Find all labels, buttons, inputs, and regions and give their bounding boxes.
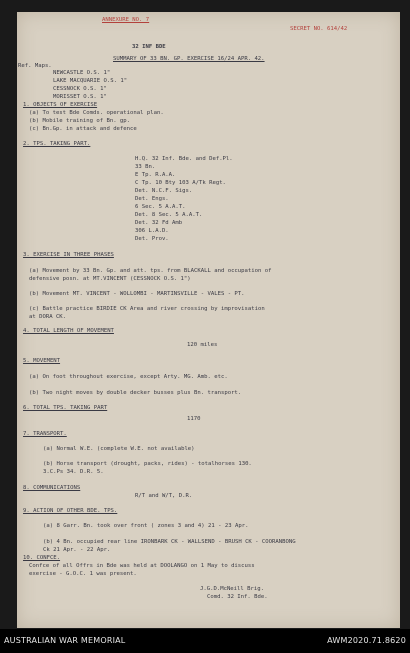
section-line: Confce of all Offrs in Bde was held at DOOLANGO on 1 May to discuss [29,563,255,569]
section-line: exercise - G.O.C. 1 was present. [29,571,137,577]
section-item: Det. Engs. [135,196,169,202]
ref-maps-label: Ref. Maps. [18,63,52,69]
ref-map: LAKE MACQUARIE O.S. 1" [53,78,128,84]
section-item: (b) Mobile training of Bn. gp. [29,118,131,124]
section-item: 3.C.Ps 34. D.R. 5. [43,469,104,475]
section-item: Det. Prov. [135,236,169,242]
section-item: E Tp. R.A.A. [135,172,176,178]
section-heading: 1. OBJECTS OF EXERCISE [23,102,98,108]
section-heading: 3. EXERCISE IN THREE PHASES [23,252,114,258]
section-value: R/T and W/T, D.R. [135,493,193,499]
secret-number: SECRET NO. 614/42 [290,26,348,32]
section-value: 1170 [187,416,201,422]
signature-name: J.G.D.McNeill Brig. [200,586,264,592]
section-item: Ck 21 Apr. - 22 Apr. [43,547,111,553]
section-heading: 8. COMMUNICATIONS [23,485,81,491]
section-item: defensive posn. at MT.VINCENT (CESSNOCK O.S. 1") [29,276,191,282]
section-item: (b) Two night moves by double decker busses plus Bn. transport. [29,390,242,396]
section-heading: 10. CONFCE. [23,555,61,561]
section-item: (c) Bn.Gp. in attack and defence [29,126,137,132]
section-item: (b) 4 Bn. occupied rear line IRONBARK CK - WALLSEND - BRUSH CK - COORANBONG [43,539,296,545]
archive-footer [0,629,410,653]
section-item: Det. 8 Sec. 5 A.A.T. [135,212,203,218]
formation-heading: 32 INF BDE [132,44,166,50]
section-item: 6 Sec. 5 A.A.T. [135,204,186,210]
section-item: at DORA CK. [29,314,67,320]
annexure-number: ANNEXURE NO. 7 [102,17,150,23]
ref-map: CESSNOCK O.S. 1" [53,86,107,92]
section-item: (a) Movement by 33 Bn. Gp. and att. tps. from BLACKALL and occupation of [29,268,272,274]
section-heading: 6. TOTAL TPS. TAKING PART [23,405,108,411]
section-value: 120 miles [187,342,218,348]
section-item: 33 Bn. [135,164,156,170]
section-item: Det. N.C.F. Sigs. [135,188,193,194]
section-item: (a) On foot throughout exercise, except Arty. MG. Amb. etc. [29,374,228,380]
section-heading: 9. ACTION OF OTHER BDE. TPS. [23,508,118,514]
section-item: (a) To test Bde Comds. operational plan. [29,110,164,116]
section-item: (a) 8 Garr. Bn. took over front ( zones 3 and 4) 21 - 23 Apr. [43,523,249,529]
section-item: (c) Battle practice BIRDIE CK Area and river crossing by improvisation [29,306,265,312]
section-item: (a) Normal W.E. (complete W.E. not available) [43,446,195,452]
document-page [17,12,400,628]
section-heading: 2. TPS. TAKING PART. [23,141,91,147]
section-heading: 4. TOTAL LENGTH OF MOVEMENT [23,328,114,334]
signature-title: Comd. 32 Inf. Bde. [207,594,268,600]
section-item: (b) Horse transport (drought, packs, rides) - totalhorses 130. [43,461,252,467]
section-item: 306 L.A.D. [135,228,169,234]
summary-title: SUMMARY OF 33 BN. GP. EXERCISE 16/24 APR. 42. [113,56,265,62]
accession-number: AWM2020.71.8620 [327,636,406,645]
section-heading: 5. MOVEMENT [23,358,61,364]
section-item: C Tp. 10 Bty 103 A/Tk Regt. [135,180,226,186]
section-item: H.Q. 32 Inf. Bde. and Def.Pl. [135,156,233,162]
section-item: (b) Movement MT. VINCENT - WOLLOMBI - MARTINSVILLE - VALES - PT. [29,291,245,297]
section-item: Det. 32 Fd Amb [135,220,183,226]
ref-map: NEWCASTLE O.S. 1" [53,70,111,76]
ref-map: MORISSET O.S. 1" [53,94,107,100]
section-heading: 7. TRANSPORT. [23,431,67,437]
archive-name: AUSTRALIAN WAR MEMORIAL [4,636,126,645]
